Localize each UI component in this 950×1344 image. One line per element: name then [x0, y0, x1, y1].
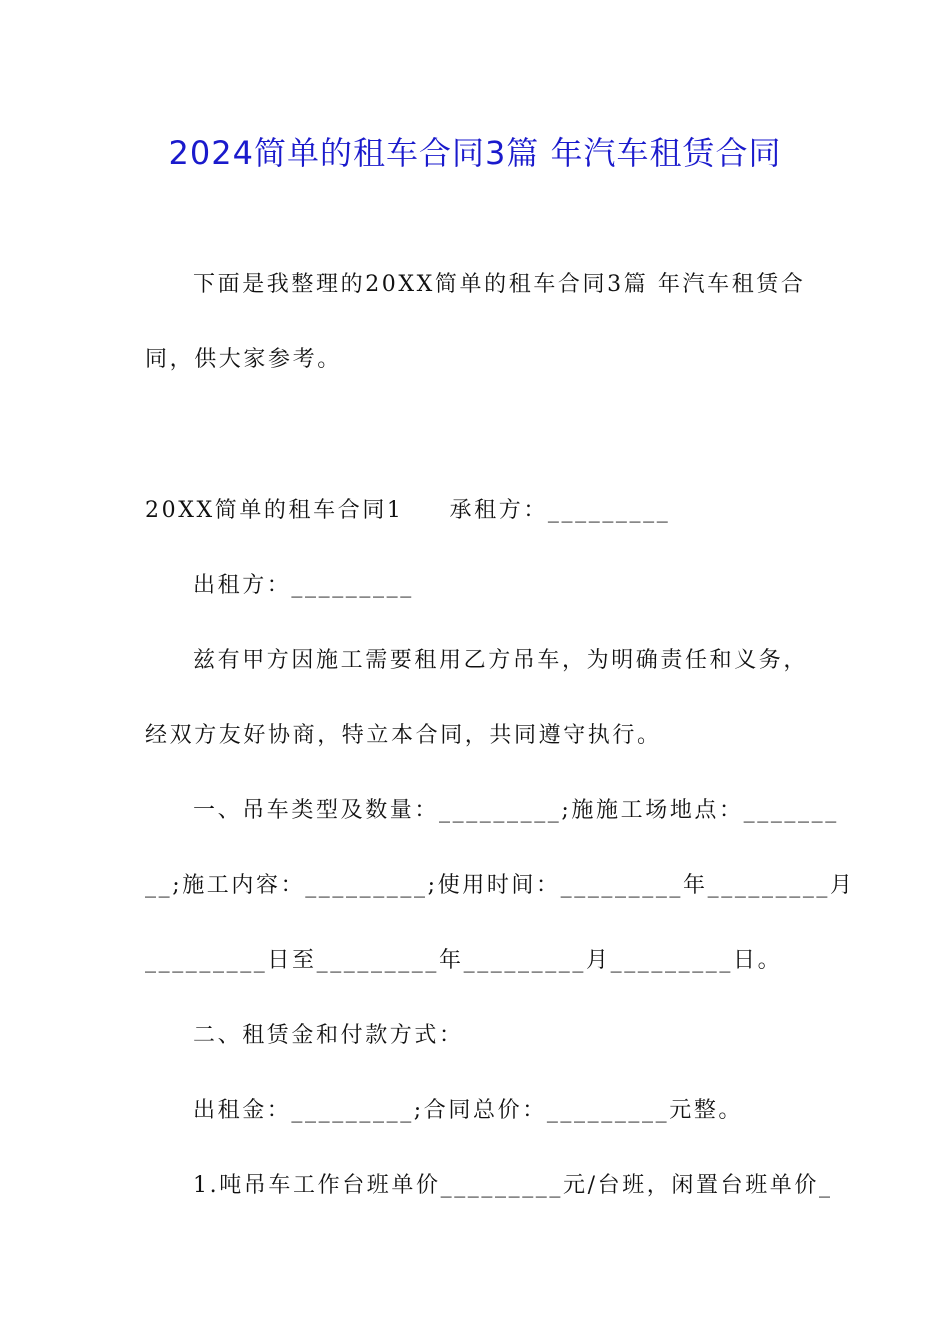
contract-heading: 20XX简单的租车合同1 [145, 498, 404, 523]
lessee-field: 承租方：_________ [449, 498, 671, 523]
body-line-2: 经双方友好协商，特立本合同，共同遵守执行。 [145, 723, 662, 748]
section-2-heading: 二、租赁金和付款方式： [193, 1023, 464, 1048]
section-1-line-1: 一、吊车类型及数量：_________;施施工场地点：_______ [193, 798, 839, 823]
section-1-line-3: _________日至_________年_________月_________日。 [145, 948, 783, 973]
body-line-1: 兹有甲方因施工需要租用乙方吊车，为明确责任和义务， [193, 648, 809, 673]
section-2-line-2: 1.吨吊车工作台班单价_________元/台班，闲置台班单价_ [193, 1173, 833, 1198]
contract-heading-line [145, 496, 670, 526]
intro-line-1: 下面是我整理的20XX简单的租车合同3篇 年汽车租赁合 [193, 272, 806, 297]
lessor-field: 出租方：_________ [193, 573, 414, 598]
document-title: 2024简单的租车合同3篇 年汽车租赁合同 [168, 134, 782, 172]
section-1-line-2: __;施工内容：_________;使用时间：_________年_________月 [145, 873, 855, 898]
section-2-line-1: 出租金：_________;合同总价：_________元整。 [193, 1098, 744, 1123]
intro-line-2: 同，供大家参考。 [145, 347, 342, 372]
